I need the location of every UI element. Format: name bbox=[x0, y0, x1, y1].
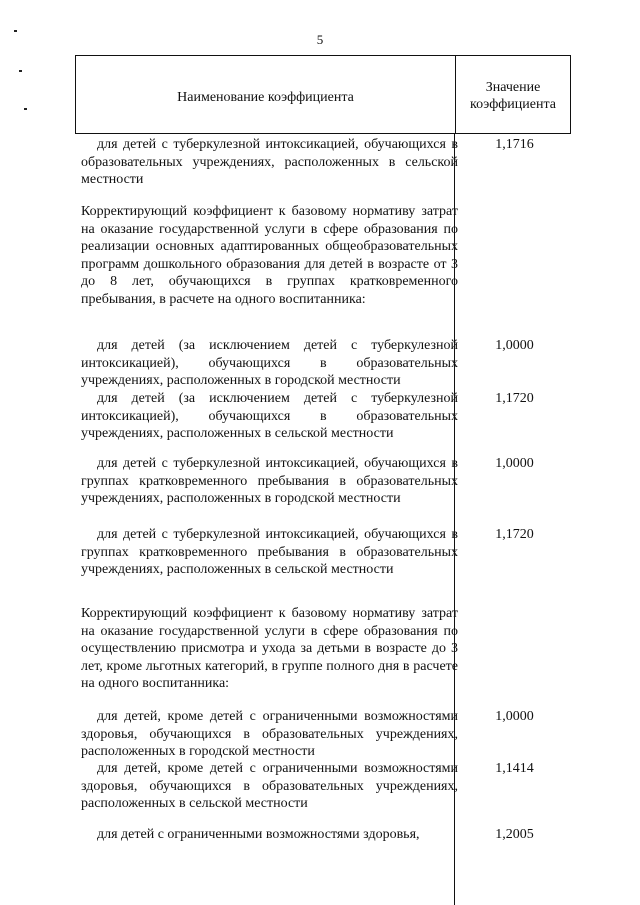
row-value: 1,0000 bbox=[495, 709, 534, 724]
row-value: 1,1414 bbox=[495, 761, 534, 776]
row-text: для детей, кроме детей с ограниченными возможностями здоровья, обучающихся в образовательных учреждениях, расположенных в городской местности bbox=[81, 709, 458, 760]
value-column-header bbox=[456, 79, 570, 113]
table-row bbox=[81, 455, 458, 508]
row-value: 1,0000 bbox=[495, 338, 534, 353]
row-value: 1,2005 bbox=[495, 827, 534, 842]
row-value: 1,1720 bbox=[495, 391, 534, 406]
table-row bbox=[81, 390, 458, 443]
row-text: Корректирующий коэффициент к базовому нормативу затрат на оказание государственной услуги в сфере образования по осуществлению присмотра и ухода за детьми в возрасте до 3 лет, кроме льготных категорий, в группе полного дня в расчете на одного воспитанника: bbox=[81, 606, 458, 692]
row-text: для детей с туберкулезной интоксикацией, обучающихся в образовательных учреждениях, расположенных в сельской местности bbox=[81, 137, 458, 188]
table-row bbox=[81, 203, 458, 309]
row-text: для детей (за исключением детей с туберкулезной интоксикацией), обучающихся в образовательных учреждениях, расположенных в сельской местности bbox=[81, 391, 458, 442]
value-header-line1: Значение bbox=[485, 80, 541, 95]
row-text: для детей с ограниченными возможностями здоровья, bbox=[97, 827, 420, 842]
row-text: для детей с туберкулезной интоксикацией, обучающихся в группах кратковременного пребывания в образовательных учреждениях, расположенных в городской местности bbox=[81, 456, 458, 507]
table-row bbox=[81, 337, 458, 390]
name-column-header: Наименование коэффициента bbox=[177, 90, 354, 105]
row-value: 1,1716 bbox=[495, 137, 534, 152]
table-row bbox=[81, 526, 458, 579]
row-value: 1,0000 bbox=[495, 456, 534, 471]
row-text: для детей (за исключением детей с туберкулезной интоксикацией), обучающихся в образовательных учреждениях, расположенных в городской местности bbox=[81, 338, 458, 389]
table-row bbox=[81, 605, 458, 693]
table-row bbox=[81, 760, 458, 813]
page-number: 5 bbox=[316, 32, 324, 47]
scan-mark bbox=[19, 70, 22, 72]
row-text: для детей, кроме детей с ограниченными возможностями здоровья, обучающихся в образовательных учреждениях, расположенных в сельской местности bbox=[81, 761, 458, 812]
table-row bbox=[81, 826, 458, 844]
row-text: для детей с туберкулезной интоксикацией, обучающихся в группах кратковременного пребывания в образовательных учреждениях, расположенных в сельской местности bbox=[81, 527, 458, 578]
table-row bbox=[81, 708, 458, 761]
row-value: 1,1720 bbox=[495, 527, 534, 542]
table-row bbox=[81, 136, 458, 189]
scan-mark bbox=[24, 108, 27, 110]
value-header-line2: коэффициента bbox=[470, 97, 556, 112]
row-text: Корректирующий коэффициент к базовому нормативу затрат на оказание государственной услуги в сфере образования по реализации основных адаптированных общеобразовательных программ дошкольного образования для детей в возрасте от 3 до 8 лет, обучающихся в группах кратковременного пребывания, в расчете на одного воспитанника: bbox=[81, 204, 458, 307]
table-header bbox=[75, 55, 571, 134]
